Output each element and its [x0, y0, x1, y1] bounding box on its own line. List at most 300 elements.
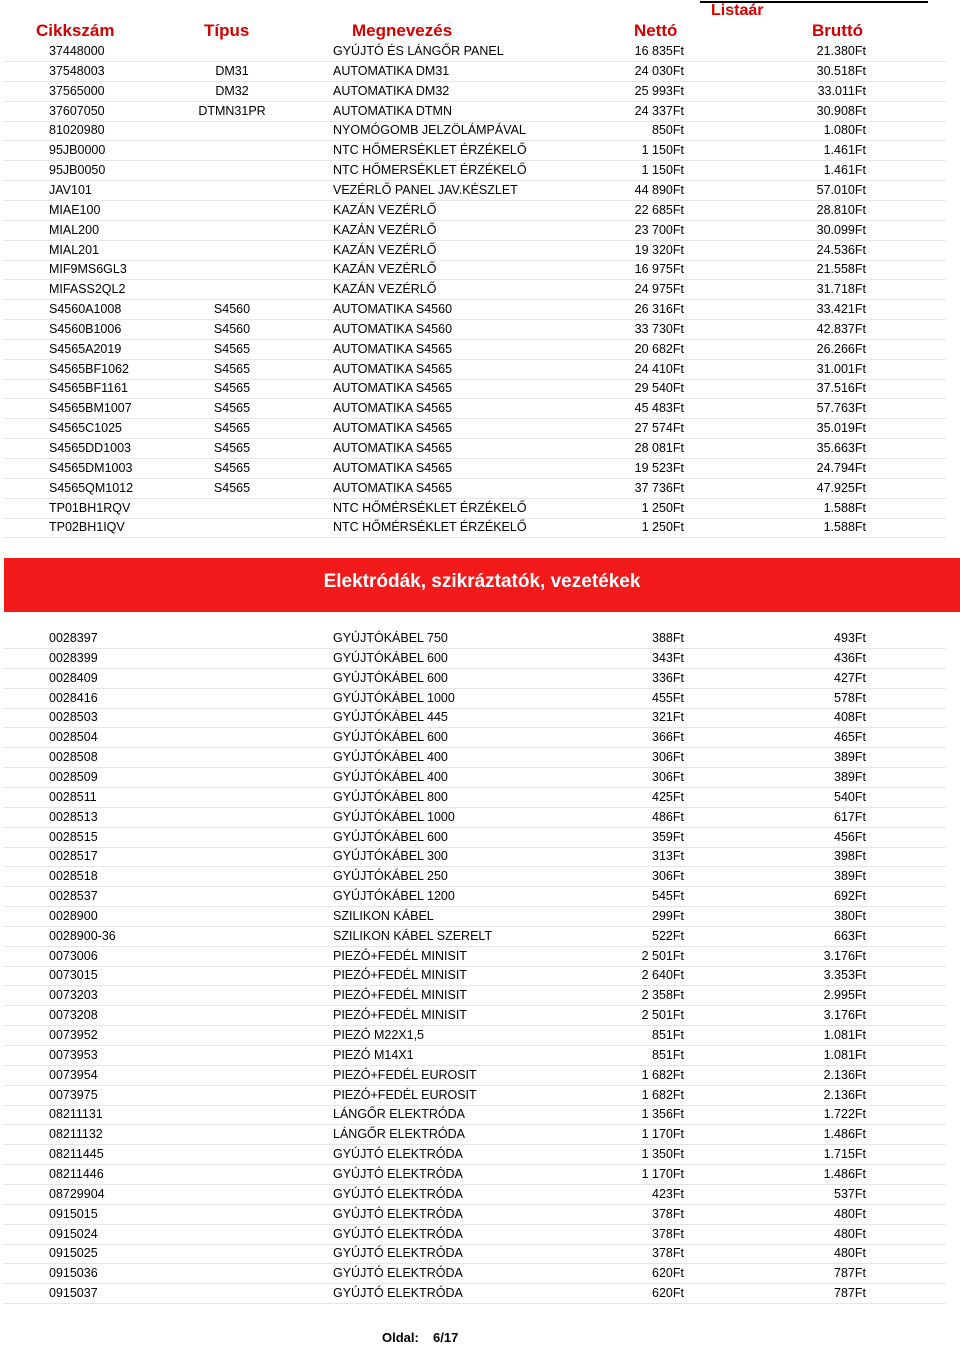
brutto-cell: 578Ft — [834, 690, 866, 705]
megnevezes-cell: AUTOMATIKA DM32 — [333, 83, 450, 98]
netto-cell: 2 640Ft — [641, 968, 684, 983]
megnevezes-cell: PIEZÓ M14X1 — [333, 1047, 414, 1062]
cikkszam-cell: JAV101 — [49, 182, 92, 197]
netto-cell: 306Ft — [652, 750, 684, 765]
cikkszam-cell: 0915025 — [49, 1246, 98, 1261]
brutto-cell: 1.081Ft — [823, 1047, 866, 1062]
brutto-cell: 408Ft — [834, 710, 866, 725]
table-row — [4, 101, 946, 122]
brutto-cell: 436Ft — [834, 650, 866, 665]
page-number: 6/17 — [433, 1330, 459, 1345]
brutto-cell: 24.794Ft — [816, 460, 866, 475]
cikkszam-cell: TP01BH1RQV — [49, 500, 131, 515]
brutto-cell: 31.001Ft — [816, 361, 866, 376]
megnevezes-cell: AUTOMATIKA DTMN — [333, 103, 452, 118]
table-row — [4, 846, 946, 867]
brutto-cell: 33.421Ft — [816, 302, 866, 317]
brutto-cell: 493Ft — [834, 631, 866, 645]
netto-cell: 24 410Ft — [634, 361, 684, 376]
netto-cell: 425Ft — [652, 789, 684, 804]
netto-cell: 378Ft — [652, 1246, 684, 1261]
megnevezes-cell: SZILIKON KÁBEL SZERELT — [333, 928, 493, 943]
cikkszam-cell: MIAE100 — [49, 202, 101, 217]
table-row — [4, 648, 946, 669]
megnevezes-cell: LÁNGŐR ELEKTRÓDA — [333, 1127, 465, 1142]
cikkszam-cell: 0028900 — [49, 908, 98, 923]
megnevezes-cell: AUTOMATIKA S4565 — [333, 401, 453, 416]
netto-cell: 321Ft — [652, 710, 684, 725]
table-row — [4, 787, 946, 808]
brutto-cell: 31.718Ft — [816, 282, 866, 297]
netto-cell: 306Ft — [652, 769, 684, 784]
netto-cell: 22 685Ft — [634, 202, 684, 217]
tipus-cell: S4565 — [213, 381, 251, 396]
netto-cell: 2 358Ft — [641, 988, 684, 1003]
tipus-cell: S4565 — [213, 441, 251, 455]
netto-cell: 1 350Ft — [641, 1147, 684, 1162]
megnevezes-cell: PIEZÓ M22X1,5 — [333, 1028, 425, 1042]
cikkszam-cell: TP02BH1IQV — [49, 520, 125, 535]
megnevezes-cell: LÁNGŐR ELEKTRÓDA — [333, 1107, 465, 1122]
table-row — [4, 1144, 946, 1165]
cikkszam-cell: 0073953 — [49, 1047, 98, 1062]
netto-cell: 1 250Ft — [641, 520, 684, 535]
netto-cell: 1 150Ft — [641, 143, 684, 158]
brutto-cell: 35.019Ft — [816, 421, 866, 436]
cikkszam-cell: S4565QM1012 — [49, 480, 134, 495]
listaar-label: Listaár — [711, 2, 764, 19]
megnevezes-cell: AUTOMATIKA S4560 — [333, 302, 453, 317]
brutto-cell: 1.486Ft — [823, 1166, 866, 1181]
table-row — [4, 339, 946, 360]
table-row — [4, 747, 946, 768]
cikkszam-cell: 0028509 — [49, 769, 98, 784]
table-row — [4, 180, 946, 201]
megnevezes-cell: GYÚJTÓKÁBEL 250 — [333, 869, 448, 884]
netto-cell: 19 320Ft — [634, 242, 684, 257]
tipus-cell: DM31 — [215, 63, 249, 78]
cikkszam-cell: 0073975 — [49, 1087, 98, 1102]
table-row — [4, 1045, 946, 1066]
page-label: Oldal: — [382, 1330, 419, 1345]
cikkszam-cell: 0073208 — [49, 1008, 98, 1023]
brutto-cell: 37.516Ft — [816, 381, 866, 396]
megnevezes-cell: NTC HŐMERSÉKLET ÉRZÉKELŐ — [333, 163, 527, 178]
cikkszam-cell: 0028409 — [49, 670, 98, 685]
netto-cell: 455Ft — [652, 690, 684, 705]
brutto-cell: 30.099Ft — [816, 222, 866, 237]
brutto-cell: 57.763Ft — [816, 401, 866, 416]
table-row — [4, 866, 946, 887]
netto-cell: 1 170Ft — [641, 1166, 684, 1181]
table-row — [4, 319, 946, 340]
netto-cell: 378Ft — [652, 1226, 684, 1241]
table-row — [4, 398, 946, 419]
cikkszam-cell: 0915036 — [49, 1266, 98, 1281]
brutto-cell: 663Ft — [834, 928, 866, 943]
brutto-cell: 2.136Ft — [823, 1087, 866, 1102]
megnevezes-cell: NTC HŐMERSÉKLET ÉRZÉKELŐ — [333, 143, 527, 158]
cikkszam-cell: 0028503 — [49, 710, 98, 725]
cikkszam-cell: S4565BF1161 — [49, 381, 128, 396]
brutto-cell: 480Ft — [834, 1226, 866, 1241]
cikkszam-cell: 37548003 — [49, 63, 105, 78]
brutto-cell: 24.536Ft — [816, 242, 866, 257]
megnevezes-cell: PIEZÓ+FEDÉL MINISIT — [333, 948, 467, 963]
brutto-cell: 3.176Ft — [823, 948, 866, 963]
megnevezes-cell: GYÚJTÓ ELEKTRÓDA — [333, 1206, 463, 1221]
cikkszam-cell: MIAL200 — [49, 222, 100, 237]
table-row — [4, 926, 946, 947]
megnevezes-cell: GYÚJTÓKÁBEL 1000 — [333, 690, 455, 705]
table-row — [4, 1263, 946, 1284]
megnevezes-cell: PIEZÓ+FEDÉL MINISIT — [333, 1008, 467, 1023]
tipus-cell: S4565 — [213, 341, 251, 356]
table-row — [4, 668, 946, 689]
megnevezes-cell: GYÚJTÓKÁBEL 800 — [333, 789, 448, 804]
cikkszam-cell: 0073203 — [49, 988, 98, 1003]
tipus-cell: S4565 — [213, 361, 251, 376]
table-row — [4, 965, 946, 986]
cikkszam-cell: 0915015 — [49, 1206, 98, 1221]
netto-cell: 26 316Ft — [634, 302, 684, 317]
tipus-cell: S4565 — [213, 480, 251, 495]
brutto-cell: 537Ft — [834, 1186, 866, 1201]
brutto-cell: 33.011Ft — [817, 83, 866, 98]
cikkszam-cell: 0028900-36 — [49, 928, 116, 943]
cikkszam-cell: 08211446 — [49, 1166, 104, 1181]
netto-cell: 24 030Ft — [634, 63, 684, 78]
megnevezes-cell: GYÚJTÓ ELEKTRÓDA — [333, 1266, 463, 1281]
netto-cell: 37 736Ft — [634, 480, 684, 495]
table-row — [4, 767, 946, 788]
megnevezes-cell: KAZÁN VEZÉRLŐ — [333, 222, 437, 237]
netto-cell: 24 337Ft — [634, 103, 684, 118]
megnevezes-cell: GYÚJTÓKÁBEL 1000 — [333, 809, 455, 824]
brutto-cell: 540Ft — [834, 789, 866, 804]
cikkszam-cell: MIFASS2QL2 — [49, 282, 126, 297]
cikkszam-cell: 37448000 — [49, 44, 105, 58]
brutto-cell: 1.722Ft — [823, 1107, 866, 1122]
col-header-netto: Nettó — [634, 21, 678, 40]
cikkszam-cell: MIAL201 — [49, 242, 100, 257]
brutto-cell: 692Ft — [834, 889, 866, 904]
netto-cell: 28 081Ft — [634, 441, 684, 455]
cikkszam-cell: 0915037 — [49, 1286, 98, 1301]
table-row — [4, 418, 946, 439]
brutto-cell: 389Ft — [834, 769, 866, 784]
table-row — [4, 160, 946, 181]
netto-cell: 620Ft — [652, 1286, 684, 1301]
table-row — [4, 1224, 946, 1245]
brutto-cell: 21.558Ft — [816, 262, 866, 277]
cikkszam-cell: 37565000 — [49, 83, 105, 98]
netto-cell: 24 975Ft — [634, 282, 684, 297]
megnevezes-cell: AUTOMATIKA S4565 — [333, 341, 453, 356]
netto-cell: 19 523Ft — [634, 460, 684, 475]
brutto-cell: 398Ft — [834, 849, 866, 864]
netto-cell: 851Ft — [652, 1028, 684, 1042]
cikkszam-cell: 08211445 — [49, 1147, 104, 1162]
table-row — [4, 886, 946, 907]
table-row — [4, 200, 946, 221]
cikkszam-cell: 81020980 — [49, 123, 105, 138]
brutto-cell: 1.715Ft — [823, 1147, 866, 1162]
brutto-cell: 3.353Ft — [823, 968, 866, 983]
megnevezes-cell: AUTOMATIKA S4565 — [333, 361, 453, 376]
brutto-cell: 787Ft — [834, 1266, 866, 1281]
netto-cell: 25 993Ft — [634, 83, 684, 98]
megnevezes-cell: KAZÁN VEZÉRLŐ — [333, 242, 437, 257]
table-row — [4, 517, 946, 538]
netto-cell: 306Ft — [652, 869, 684, 884]
cikkszam-cell: S4565C1025 — [49, 421, 122, 436]
megnevezes-cell: GYÚJTÓKÁBEL 300 — [333, 849, 448, 864]
megnevezes-cell: AUTOMATIKA S4565 — [333, 381, 453, 396]
cikkszam-cell: 0028508 — [49, 750, 98, 765]
table-row — [4, 359, 946, 380]
netto-cell: 388Ft — [652, 631, 684, 645]
cikkszam-cell: 0915024 — [49, 1226, 98, 1241]
brutto-cell: 456Ft — [834, 829, 866, 844]
megnevezes-cell: KAZÁN VEZÉRLŐ — [333, 202, 437, 217]
netto-cell: 486Ft — [652, 809, 684, 824]
table-row — [4, 1204, 946, 1225]
cikkszam-cell: S4560A1008 — [49, 302, 122, 317]
netto-cell: 20 682Ft — [634, 341, 684, 356]
netto-cell: 423Ft — [652, 1186, 684, 1201]
cikkszam-cell: 0028511 — [49, 789, 97, 804]
tipus-cell: S4565 — [213, 401, 251, 416]
netto-cell: 33 730Ft — [634, 321, 684, 336]
table-row — [4, 1243, 946, 1264]
brutto-cell: 1.080Ft — [823, 123, 866, 138]
brutto-cell: 2.995Ft — [823, 988, 866, 1003]
tipus-cell: S4565 — [213, 421, 251, 436]
table-row — [4, 240, 946, 261]
table-row — [4, 807, 946, 828]
megnevezes-cell: AUTOMATIKA S4565 — [333, 421, 453, 436]
cikkszam-cell: 0073952 — [49, 1028, 98, 1042]
netto-cell: 343Ft — [652, 650, 684, 665]
brutto-cell: 787Ft — [834, 1286, 866, 1301]
megnevezes-cell: GYÚJTÓ ELEKTRÓDA — [333, 1286, 463, 1301]
tipus-cell: S4565 — [213, 460, 251, 475]
megnevezes-cell: PIEZÓ+FEDÉL EUROSIT — [333, 1087, 477, 1102]
brutto-cell: 28.810Ft — [816, 202, 866, 217]
netto-cell: 44 890Ft — [634, 182, 684, 197]
brutto-cell: 57.010Ft — [816, 182, 866, 197]
table-row — [4, 259, 946, 280]
netto-cell: 378Ft — [652, 1206, 684, 1221]
megnevezes-cell: AUTOMATIKA DM31 — [333, 63, 450, 78]
brutto-cell: 1.588Ft — [823, 500, 866, 515]
cikkszam-cell: 37607050 — [49, 103, 105, 118]
table-row — [4, 498, 946, 519]
cikkszam-cell: 0028513 — [49, 809, 98, 824]
megnevezes-cell: GYÚJTÓ ÉS LÁNGŐR PANEL — [333, 44, 504, 58]
megnevezes-cell: AUTOMATIKA S4565 — [333, 460, 453, 475]
table-row — [4, 1025, 946, 1046]
table-row — [4, 1104, 946, 1125]
megnevezes-cell: SZILIKON KÁBEL — [333, 908, 434, 923]
netto-cell: 1 250Ft — [641, 500, 684, 515]
tipus-cell: S4560 — [213, 302, 251, 317]
netto-cell: 620Ft — [652, 1266, 684, 1281]
cikkszam-cell: 0028504 — [49, 730, 98, 745]
table-row — [4, 478, 946, 499]
table-row — [4, 41, 946, 62]
cikkszam-cell: 0028515 — [49, 829, 98, 844]
cikkszam-cell: 0073954 — [49, 1067, 98, 1082]
cikkszam-cell: S4565DM1003 — [49, 460, 133, 475]
netto-cell: 16 835Ft — [634, 44, 684, 58]
brutto-cell: 42.837Ft — [816, 321, 866, 336]
table-row — [4, 61, 946, 82]
brutto-cell: 3.176Ft — [823, 1008, 866, 1023]
megnevezes-cell: VEZÉRLŐ PANEL JAV.KÉSZLET — [333, 182, 518, 197]
table-row — [4, 120, 946, 141]
netto-cell: 1 150Ft — [641, 163, 684, 178]
brutto-cell: 1.461Ft — [823, 163, 866, 178]
cikkszam-cell: 0028397 — [49, 631, 98, 645]
megnevezes-cell: NTC HŐMÉRSÉKLET ÉRZÉKELŐ — [333, 500, 527, 515]
brutto-cell: 30.518Ft — [816, 63, 866, 78]
cikkszam-cell: 0073015 — [49, 968, 98, 983]
col-header-cikkszam: Cikkszám — [36, 21, 115, 40]
col-header-megnevezes: Megnevezés — [352, 21, 453, 40]
netto-cell: 29 540Ft — [634, 381, 684, 396]
netto-cell: 16 975Ft — [634, 262, 684, 277]
table-row — [4, 688, 946, 709]
megnevezes-cell: GYÚJTÓ ELEKTRÓDA — [333, 1186, 463, 1201]
cikkszam-cell: 08729904 — [49, 1186, 105, 1201]
netto-cell: 2 501Ft — [641, 948, 684, 963]
netto-cell: 45 483Ft — [634, 401, 684, 416]
cikkszam-cell: 08211132 — [49, 1127, 103, 1142]
brutto-cell: 427Ft — [834, 670, 866, 685]
table-row — [4, 458, 946, 479]
netto-cell: 1 356Ft — [641, 1107, 684, 1122]
table-row — [4, 628, 946, 649]
netto-cell: 850Ft — [652, 123, 684, 138]
megnevezes-cell: KAZÁN VEZÉRLŐ — [333, 262, 437, 277]
brutto-cell: 1.486Ft — [823, 1127, 866, 1142]
cikkszam-cell: S4565BM1007 — [49, 401, 132, 416]
table-row — [4, 707, 946, 728]
table-row — [4, 985, 946, 1006]
brutto-cell: 480Ft — [834, 1246, 866, 1261]
cikkszam-cell: 0073006 — [49, 948, 98, 963]
table-row — [4, 1184, 946, 1205]
table-row — [4, 299, 946, 320]
cikkszam-cell: S4565BF1062 — [49, 361, 129, 376]
megnevezes-cell: GYÚJTÓ ELEKTRÓDA — [333, 1226, 463, 1241]
netto-cell: 23 700Ft — [634, 222, 684, 237]
netto-cell: 299Ft — [652, 908, 684, 923]
cikkszam-cell: 0028399 — [49, 650, 98, 665]
brutto-cell: 35.663Ft — [816, 441, 866, 455]
megnevezes-cell: GYÚJTÓKÁBEL 600 — [333, 829, 448, 844]
cikkszam-cell: 0028518 — [49, 869, 98, 884]
cikkszam-cell: MIF9MS6GL3 — [49, 262, 127, 277]
cikkszam-cell: S4560B1006 — [49, 321, 122, 336]
megnevezes-cell: AUTOMATIKA S4560 — [333, 321, 453, 336]
brutto-cell: 617Ft — [834, 809, 866, 824]
cikkszam-cell: 08211131 — [49, 1107, 103, 1122]
netto-cell: 545Ft — [652, 889, 684, 904]
tipus-cell: DTMN31PR — [198, 103, 266, 118]
col-header-brutto: Bruttó — [812, 21, 863, 40]
brutto-cell: 480Ft — [834, 1206, 866, 1221]
col-header-tipus: Típus — [204, 21, 250, 40]
megnevezes-cell: GYÚJTÓKÁBEL 400 — [333, 750, 448, 765]
table-row — [4, 1124, 946, 1145]
cikkszam-cell: S4565DD1003 — [49, 441, 132, 455]
brutto-cell: 389Ft — [834, 869, 866, 884]
brutto-cell: 389Ft — [834, 750, 866, 765]
netto-cell: 851Ft — [652, 1047, 684, 1062]
table-row — [4, 220, 946, 241]
netto-cell: 1 682Ft — [641, 1067, 684, 1082]
table-row — [4, 279, 946, 300]
cikkszam-cell: 0028416 — [49, 690, 98, 705]
megnevezes-cell: AUTOMATIKA S4565 — [333, 441, 453, 455]
megnevezes-cell: PIEZÓ+FEDÉL EUROSIT — [333, 1067, 477, 1082]
table-row — [4, 1065, 946, 1086]
megnevezes-cell: GYÚJTÓ ELEKTRÓDA — [333, 1166, 463, 1181]
netto-cell: 366Ft — [652, 730, 684, 745]
netto-cell: 1 170Ft — [641, 1127, 684, 1142]
megnevezes-cell: NTC HŐMÉRSÉKLET ÉRZÉKELŐ — [333, 520, 527, 535]
cikkszam-cell: 95JB0000 — [49, 143, 106, 158]
table-row — [4, 906, 946, 927]
table-row — [4, 1164, 946, 1185]
megnevezes-cell: GYÚJTÓKÁBEL 1200 — [333, 889, 455, 904]
netto-cell: 359Ft — [652, 829, 684, 844]
megnevezes-cell: GYÚJTÓ ELEKTRÓDA — [333, 1147, 463, 1162]
megnevezes-cell: GYÚJTÓKÁBEL 750 — [333, 631, 448, 645]
netto-cell: 522Ft — [652, 928, 684, 943]
netto-cell: 2 501Ft — [641, 1008, 684, 1023]
brutto-cell: 465Ft — [834, 730, 866, 745]
brutto-cell: 30.908Ft — [816, 103, 866, 118]
brutto-cell: 47.925Ft — [816, 480, 866, 495]
netto-cell: 313Ft — [652, 849, 684, 864]
brutto-cell: 1.588Ft — [823, 520, 866, 535]
table-row — [4, 1085, 946, 1106]
brutto-cell: 1.461Ft — [823, 143, 866, 158]
brutto-cell: 380Ft — [834, 908, 866, 923]
netto-cell: 336Ft — [652, 670, 684, 685]
brutto-cell: 26.266Ft — [816, 341, 866, 356]
megnevezes-cell: PIEZÓ+FEDÉL MINISIT — [333, 968, 467, 983]
table-row — [4, 438, 946, 459]
brutto-cell: 2.136Ft — [823, 1067, 866, 1082]
megnevezes-cell: GYÚJTÓKÁBEL 400 — [333, 769, 448, 784]
table-row — [4, 946, 946, 967]
tipus-cell: S4560 — [213, 321, 251, 336]
table-row — [4, 378, 946, 399]
table-row — [4, 827, 946, 848]
megnevezes-cell: GYÚJTÓ ELEKTRÓDA — [333, 1246, 463, 1261]
cikkszam-cell: 0028517 — [49, 849, 98, 864]
megnevezes-cell: AUTOMATIKA S4565 — [333, 480, 453, 495]
table-row — [4, 1283, 946, 1304]
section-title: Elektródák, szikráztatók, vezetékek — [323, 571, 641, 592]
megnevezes-cell: GYÚJTÓKÁBEL 600 — [333, 650, 448, 665]
section-banner — [4, 558, 960, 612]
